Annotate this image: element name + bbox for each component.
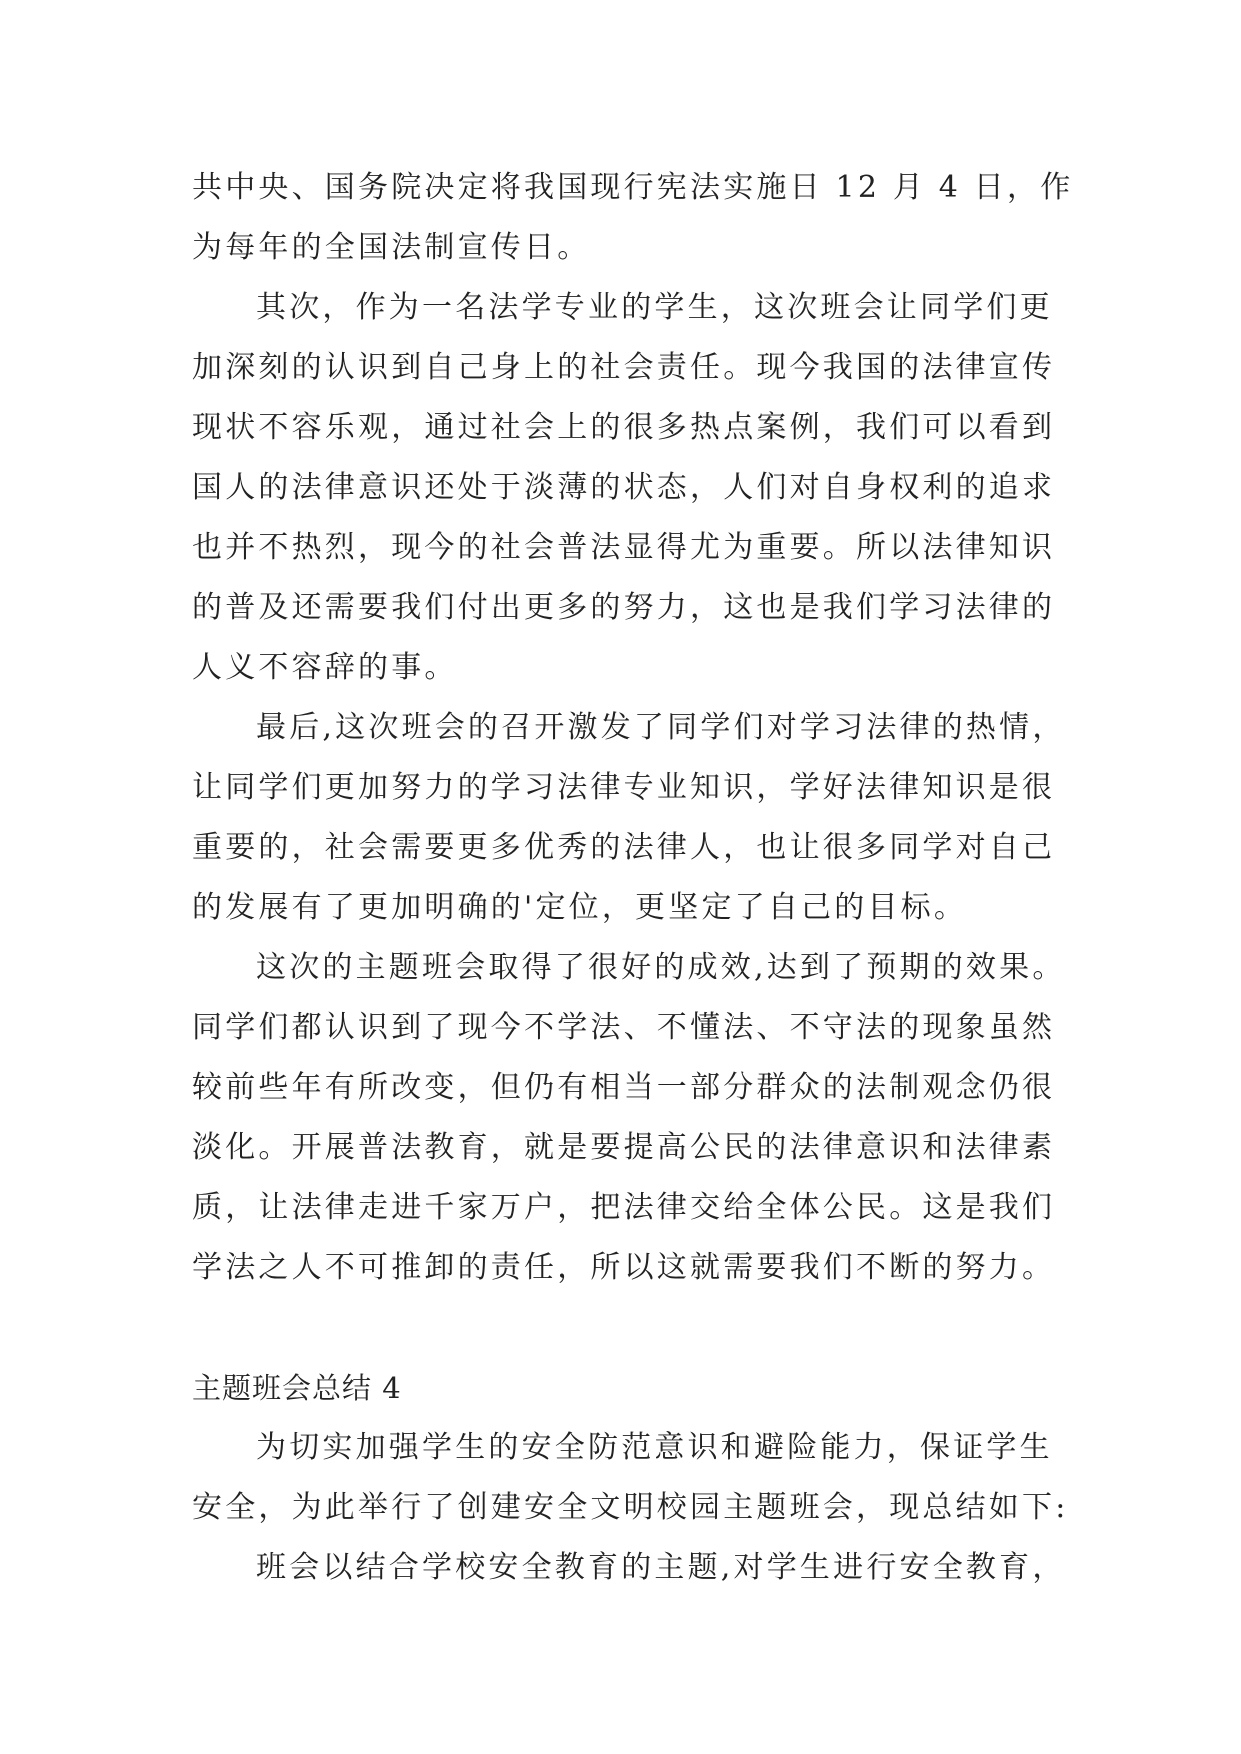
text-line: 人义不容辞的事。 [192, 650, 458, 685]
paragraph-4 [192, 938, 1066, 1298]
text-line: 较前些年有所改变，但仍有相当一部分群众的法制观念仍很 [192, 1070, 1056, 1105]
text-line: 质，让法律走进千家万户，把法律交给全体公民。这是我们 [192, 1190, 1056, 1225]
paragraph-spacer [192, 1298, 1058, 1358]
text-line: 国人的法律意识还处于淡薄的状态，人们对自身权利的追求 [192, 470, 1056, 505]
section-heading: 主题班会总结 4 [192, 1371, 402, 1405]
text-line: 班会以结合学校安全教育的主题,对学生进行安全教育， [256, 1550, 1066, 1585]
text-line: 共中央、国务院决定将我国现行宪法实施日 12 月 4 日，作 [192, 170, 1074, 205]
paragraph-1 [192, 158, 1074, 278]
text-line: 为切实加强学生的安全防范意识和避险能力，保证学生 [256, 1430, 1053, 1465]
section-paragraph-2 [192, 1538, 1066, 1598]
text-line: 最后,这次班会的召开激发了同学们对学习法律的热情， [256, 710, 1066, 745]
text-line: 加深刻的认识到自己身上的社会责任。现今我国的法律宣传 [192, 350, 1056, 385]
text-line: 同学们都认识到了现今不学法、不懂法、不守法的现象虽然 [192, 1010, 1056, 1045]
text-line: 其次，作为一名法学专业的学生，这次班会让同学们更 [256, 290, 1053, 325]
text-line: 学法之人不可推卸的责任，所以这就需要我们不断的努力。 [192, 1250, 1056, 1285]
text-line: 也并不热烈，现今的社会普法显得尤为重要。所以法律知识 [192, 530, 1056, 565]
text-line: 的发展有了更加明确的'定位，更坚定了自己的目标。 [192, 890, 968, 925]
text-line: 淡化。开展普法教育，就是要提高公民的法律意识和法律素 [192, 1130, 1056, 1165]
text-line: 重要的，社会需要更多优秀的法律人，也让很多同学对自己 [192, 830, 1056, 865]
text-line: 安全，为此举行了创建安全文明校园主题班会，现总结如下: [192, 1490, 1069, 1525]
document-body [192, 158, 1074, 1598]
paragraph-3 [192, 698, 1066, 938]
text-line: 现状不容乐观，通过社会上的很多热点案例，我们可以看到 [192, 410, 1056, 445]
text-line: 这次的主题班会取得了很好的成效,达到了预期的效果。 [256, 950, 1066, 985]
text-line: 的普及还需要我们付出更多的努力，这也是我们学习法律的 [192, 590, 1056, 625]
text-line: 让同学们更加努力的学习法律专业知识，学好法律知识是很 [192, 770, 1056, 805]
paragraph-2 [192, 278, 1058, 698]
text-line: 为每年的全国法制宣传日。 [192, 230, 591, 265]
section-paragraph-1 [192, 1418, 1069, 1538]
